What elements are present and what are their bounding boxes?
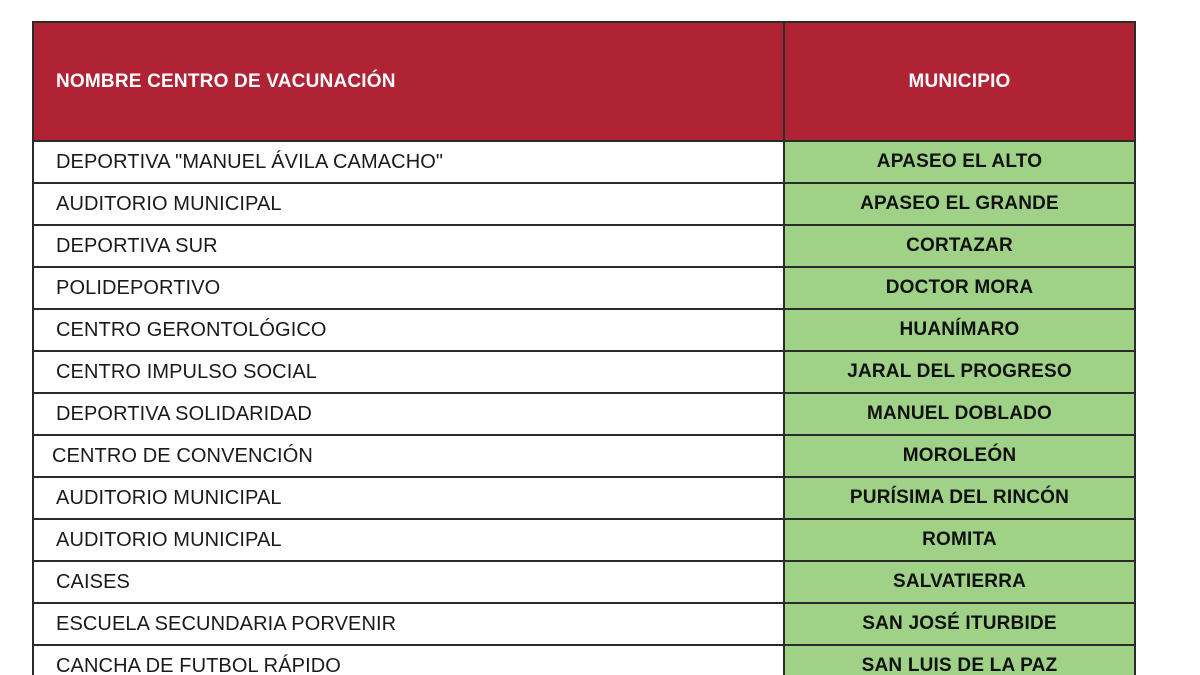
cell-centro-de-vacunacion[interactable]: DEPORTIVA SOLIDARIDAD [33, 393, 784, 435]
table-row[interactable] [33, 477, 1135, 519]
table-row[interactable] [33, 183, 1135, 225]
cell-centro-de-vacunacion[interactable]: CENTRO IMPULSO SOCIAL [33, 351, 784, 393]
vaccination-centers-table-container [32, 21, 1134, 675]
cell-centro-de-vacunacion[interactable]: DEPORTIVA "MANUEL ÁVILA CAMACHO" [33, 141, 784, 183]
table-row[interactable] [33, 561, 1135, 603]
table-row[interactable] [33, 645, 1135, 675]
table-row[interactable] [33, 393, 1135, 435]
table-body [33, 141, 1135, 675]
cell-centro-de-vacunacion[interactable]: CANCHA DE FUTBOL RÁPIDO [33, 645, 784, 675]
cell-centro-de-vacunacion[interactable]: CAISES [33, 561, 784, 603]
cell-centro-de-vacunacion[interactable]: CENTRO GERONTOLÓGICO [33, 309, 784, 351]
cell-municipio[interactable]: SAN JOSÉ ITURBIDE [784, 603, 1135, 645]
table-row[interactable] [33, 309, 1135, 351]
cell-municipio[interactable]: PURÍSIMA DEL RINCÓN [784, 477, 1135, 519]
cell-centro-de-vacunacion[interactable]: AUDITORIO MUNICIPAL [33, 519, 784, 561]
cell-municipio[interactable]: CORTAZAR [784, 225, 1135, 267]
table-row[interactable] [33, 267, 1135, 309]
table-row[interactable] [33, 519, 1135, 561]
table-row[interactable] [33, 351, 1135, 393]
cell-centro-de-vacunacion[interactable]: CENTRO DE CONVENCIÓN [33, 435, 784, 477]
table-row[interactable] [33, 603, 1135, 645]
cell-centro-de-vacunacion[interactable]: ESCUELA SECUNDARIA PORVENIR [33, 603, 784, 645]
table-row[interactable] [33, 435, 1135, 477]
cell-municipio[interactable]: MOROLEÓN [784, 435, 1135, 477]
cell-municipio[interactable]: SAN LUIS DE LA PAZ [784, 645, 1135, 675]
cell-municipio[interactable]: MANUEL DOBLADO [784, 393, 1135, 435]
cell-municipio[interactable]: APASEO EL ALTO [784, 141, 1135, 183]
cell-municipio[interactable]: JARAL DEL PROGRESO [784, 351, 1135, 393]
table-header [33, 22, 1135, 141]
cell-municipio[interactable]: DOCTOR MORA [784, 267, 1135, 309]
table-header-row [33, 22, 1135, 141]
table-row[interactable] [33, 225, 1135, 267]
cell-centro-de-vacunacion[interactable]: AUDITORIO MUNICIPAL [33, 477, 784, 519]
cell-municipio[interactable]: ROMITA [784, 519, 1135, 561]
cell-centro-de-vacunacion[interactable]: DEPORTIVA SUR [33, 225, 784, 267]
cell-municipio[interactable]: SALVATIERRA [784, 561, 1135, 603]
cell-municipio[interactable]: HUANÍMARO [784, 309, 1135, 351]
column-header-municipio[interactable]: MUNICIPIO [784, 22, 1135, 141]
column-header-nombre-centro-de-vacunacion[interactable]: NOMBRE CENTRO DE VACUNACIÓN [33, 22, 784, 141]
cell-centro-de-vacunacion[interactable]: POLIDEPORTIVO [33, 267, 784, 309]
table-row[interactable] [33, 141, 1135, 183]
vaccination-centers-table [32, 21, 1136, 675]
cell-municipio[interactable]: APASEO EL GRANDE [784, 183, 1135, 225]
cell-centro-de-vacunacion[interactable]: AUDITORIO MUNICIPAL [33, 183, 784, 225]
